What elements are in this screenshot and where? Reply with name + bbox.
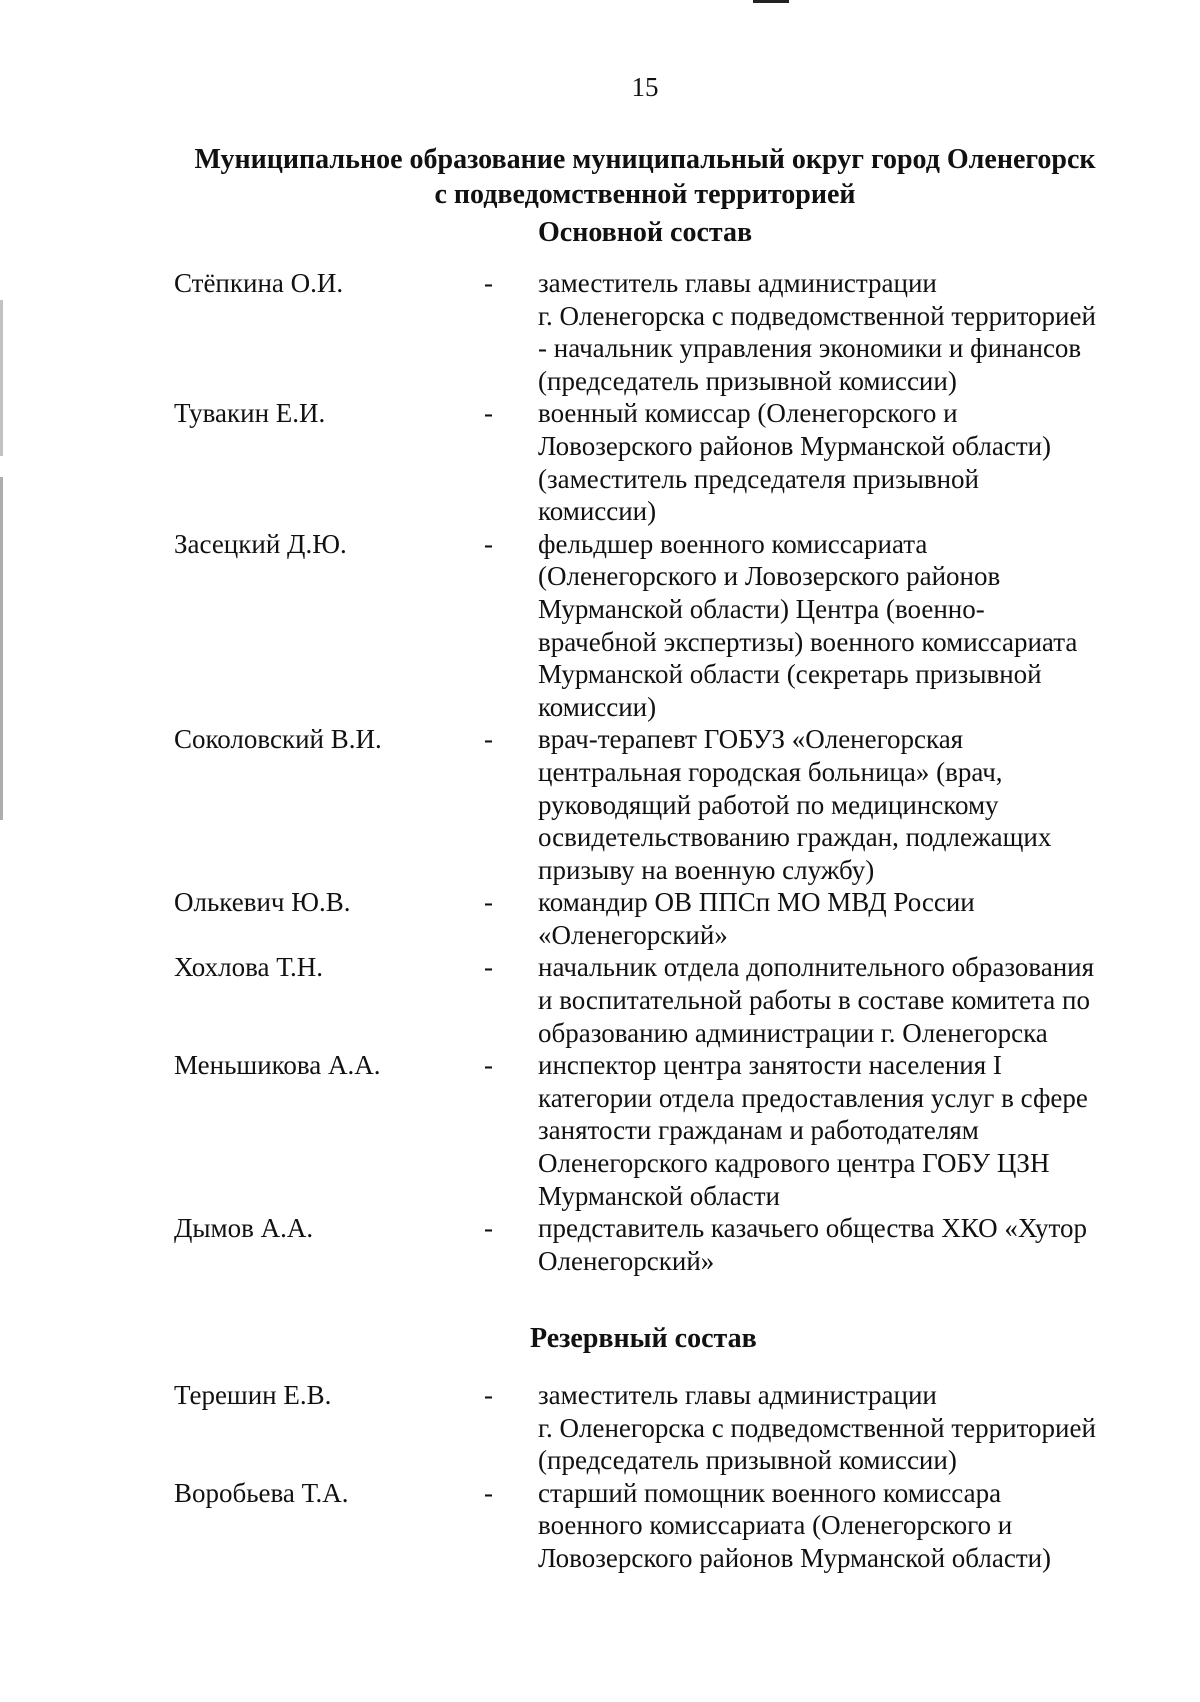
member-name: Хохлова Т.Н. <box>174 952 324 983</box>
member-row <box>174 397 1174 527</box>
member-row <box>174 1049 1174 1212</box>
member-row <box>174 951 1174 1049</box>
member-name: Засецкий Д.Ю. <box>174 528 347 559</box>
member-name: Дымов А.А. <box>174 1213 314 1244</box>
member-dash: - <box>484 952 493 983</box>
reserve-section-heading: Резервный состав <box>530 1323 757 1354</box>
main-section-heading: Основной состав <box>538 217 753 248</box>
member-role: заместитель главы администрации г. Оленегорска с подведомственной территорией (председатель призывной комиссии) <box>538 1380 1096 1476</box>
member-role: командир ОВ ППСп МО МВД России «Оленегорский» <box>538 887 975 950</box>
member-dash: - <box>484 398 493 429</box>
member-role: врач-терапевт ГОБУЗ «Оленегорская центральная городская больница» (врач, руководящий работой по медицинскому освидетельствованию граждан, подлежащих призыву на военную службу) <box>538 724 1052 885</box>
member-role: военный комиссар (Оленегорского и Ловозерского районов Мурманской области) (заместитель председателя призывной комиссии) <box>538 398 1052 527</box>
member-dash: - <box>484 724 493 755</box>
member-name: Меньшикова А.А. <box>174 1050 381 1081</box>
member-row <box>174 1477 1174 1575</box>
member-dash: - <box>484 1213 493 1244</box>
member-row <box>174 528 1174 724</box>
member-dash: - <box>484 528 493 559</box>
main-members-list <box>174 267 1174 1277</box>
document-title <box>150 142 1140 212</box>
member-row <box>174 886 1174 951</box>
member-role: представитель казачьего общества ХКО «Хутор Оленегорский» <box>538 1213 1087 1276</box>
member-name: Терешин Е.В. <box>174 1380 332 1410</box>
member-dash: - <box>484 1477 493 1508</box>
member-role: старший помощник военного комиссара военного комиссариата (Оленегорского и Ловозерского районов Мурманской области) <box>538 1477 1052 1573</box>
page-number: 15 <box>631 72 659 102</box>
member-row <box>174 267 1174 397</box>
member-name: Стёпкина О.И. <box>174 268 344 298</box>
member-row <box>174 1212 1174 1277</box>
document-title-line-1: Муниципальное образование муниципальный округ город Оленегорск <box>194 144 1096 175</box>
member-role: фельдшер военного комиссариата (Оленегорского и Ловозерского районов Мурманской области) Центра (военно- врачебной экспертизы) военного комиссариата Мурманской области (секретарь призывной комиссии) <box>538 528 1078 722</box>
member-dash: - <box>484 268 493 298</box>
member-dash: - <box>484 1050 493 1081</box>
member-row <box>174 723 1174 886</box>
reserve-members-list <box>174 1379 1174 1575</box>
member-row <box>174 1379 1174 1477</box>
document-title-line-2: с подведомственной территорией <box>434 179 856 210</box>
scan-left-edge <box>0 300 3 820</box>
member-name: Тувакин Е.И. <box>174 398 326 429</box>
member-role: начальник отдела дополнительного образования и воспитательной работы в составе комитета по образованию администрации г. Оленегорска <box>538 952 1095 1048</box>
member-role: инспектор центра занятости населения I категории отдела предоставления услуг в сфере занятости гражданам и работодателям Оленегорского кадрового центра ГОБУ ЦЗН Мурманской области <box>538 1050 1088 1211</box>
member-dash: - <box>484 887 493 918</box>
member-name: Воробьева Т.А. <box>174 1477 349 1508</box>
member-name: Соколовский В.И. <box>174 724 382 755</box>
member-name: Олькевич Ю.В. <box>174 887 351 918</box>
member-role: заместитель главы администрации г. Оленегорска с подведомственной территорией - начальник управления экономики и финансов (председатель призывной комиссии) <box>538 268 1096 396</box>
member-dash: - <box>484 1380 493 1410</box>
scan-top-mark <box>753 0 789 3</box>
